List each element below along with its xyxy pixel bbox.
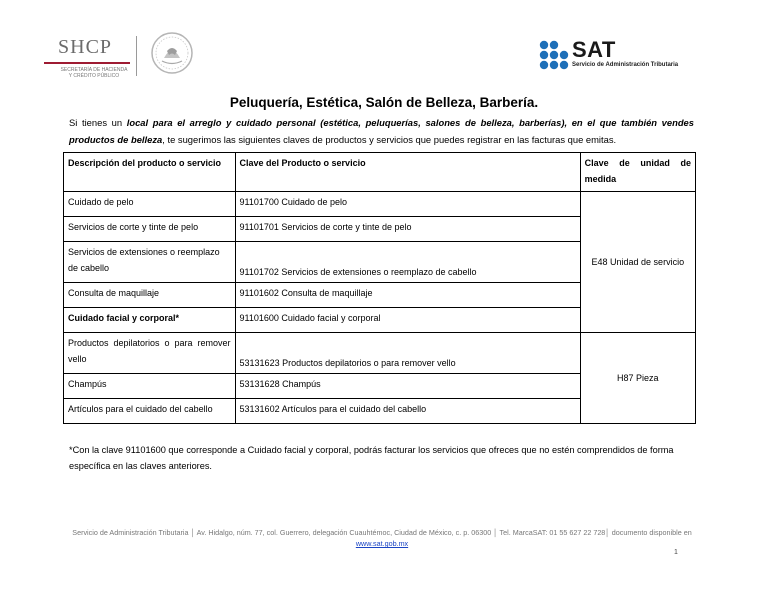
row-code: 91101600 Cuidado facial y corporal	[235, 308, 580, 333]
shcp-logo	[44, 36, 132, 78]
shcp-divider-line	[44, 62, 130, 64]
intro-part-3: , te sugerimos las siguientes claves de productos y servicios que puedes registrar en las facturas que emitas.	[162, 134, 617, 145]
intro-part-1: Si tienes un	[69, 117, 127, 128]
sat-logo	[538, 37, 708, 74]
page-number: 1	[674, 549, 678, 556]
shcp-name: SHCP	[58, 36, 113, 58]
row-description: Cuidado facial y corporal*	[64, 308, 236, 333]
unit-products-cell: H87 Pieza	[580, 333, 695, 424]
logo-separator	[136, 36, 137, 76]
shcp-subtitle	[54, 67, 134, 79]
table-row	[64, 333, 696, 374]
footer-text: Servicio de Administración Tributaria │ Av. Hidalgo, núm. 77, col. Guerrero, delegación Cuauhtémoc, Ciudad de México, c. p. 06300 │ Tel. MarcaSAT: 01 55 627 22 728│ documento disponible en	[72, 528, 692, 537]
mexico-seal-icon	[150, 31, 194, 75]
row-description: Champús	[64, 374, 236, 399]
row-description: Servicios de extensiones o reemplazo de cabello	[64, 242, 236, 283]
intro-paragraph	[69, 114, 694, 148]
row-code: 91101702 Servicios de extensiones o reemplazo de cabello	[235, 242, 580, 283]
row-code: 91101701 Servicios de corte y tinte de pelo	[235, 217, 580, 242]
table-header-row	[64, 153, 696, 192]
shcp-subtitle-line-2: Y CRÉDITO PÚBLICO	[68, 73, 120, 79]
sat-dots-icon	[538, 40, 570, 70]
row-code: 91101602 Consulta de maquillaje	[235, 283, 580, 308]
row-description: Productos depilatorios o para remover vello	[64, 333, 236, 374]
intro-emphasis: local para el arreglo y cuidado personal (estética, peluquerías, salones de belleza, barberías), en el que también vendes productos de belleza	[69, 117, 694, 145]
table-row	[64, 192, 696, 217]
row-code: 53131602 Artículos para el cuidado del cabello	[235, 399, 580, 424]
product-codes-table	[63, 152, 696, 424]
footnote: *Con la clave 91101600 que corresponde a Cuidado facial y corporal, podrás facturar los servicios que ofreces que no estén comprendidos de forma específica en las claves anteriores.	[69, 445, 674, 471]
row-description: Artículos para el cuidado del cabello	[64, 399, 236, 424]
row-description: Servicios de corte y tinte de pelo	[64, 217, 236, 242]
unit-services-cell: E48 Unidad de servicio	[580, 192, 695, 333]
header-product-code: Clave del Producto o servicio	[235, 153, 580, 192]
page-footer	[66, 527, 698, 549]
row-code: 53131623 Productos depilatorios o para remover vello	[235, 333, 580, 374]
row-code: 91101700 Cuidado de pelo	[235, 192, 580, 217]
sat-name: SAT	[572, 37, 616, 62]
sat-subtitle: Servicio de Administración Tributaria	[572, 62, 679, 68]
row-description: Consulta de maquillaje	[64, 283, 236, 308]
shcp-subtitle-line-1: SECRETARÍA DE HACIENDA	[60, 67, 128, 73]
page-title: Peluquería, Estética, Salón de Belleza, Barbería.	[229, 95, 539, 110]
row-code: 53131628 Champús	[235, 374, 580, 399]
sat-website-link[interactable]: www.sat.gob.mx	[355, 539, 409, 548]
header-description: Descripción del producto o servicio	[64, 153, 236, 192]
header-unit-code: Clave de unidad de medida	[580, 153, 695, 192]
row-description: Cuidado de pelo	[64, 192, 236, 217]
